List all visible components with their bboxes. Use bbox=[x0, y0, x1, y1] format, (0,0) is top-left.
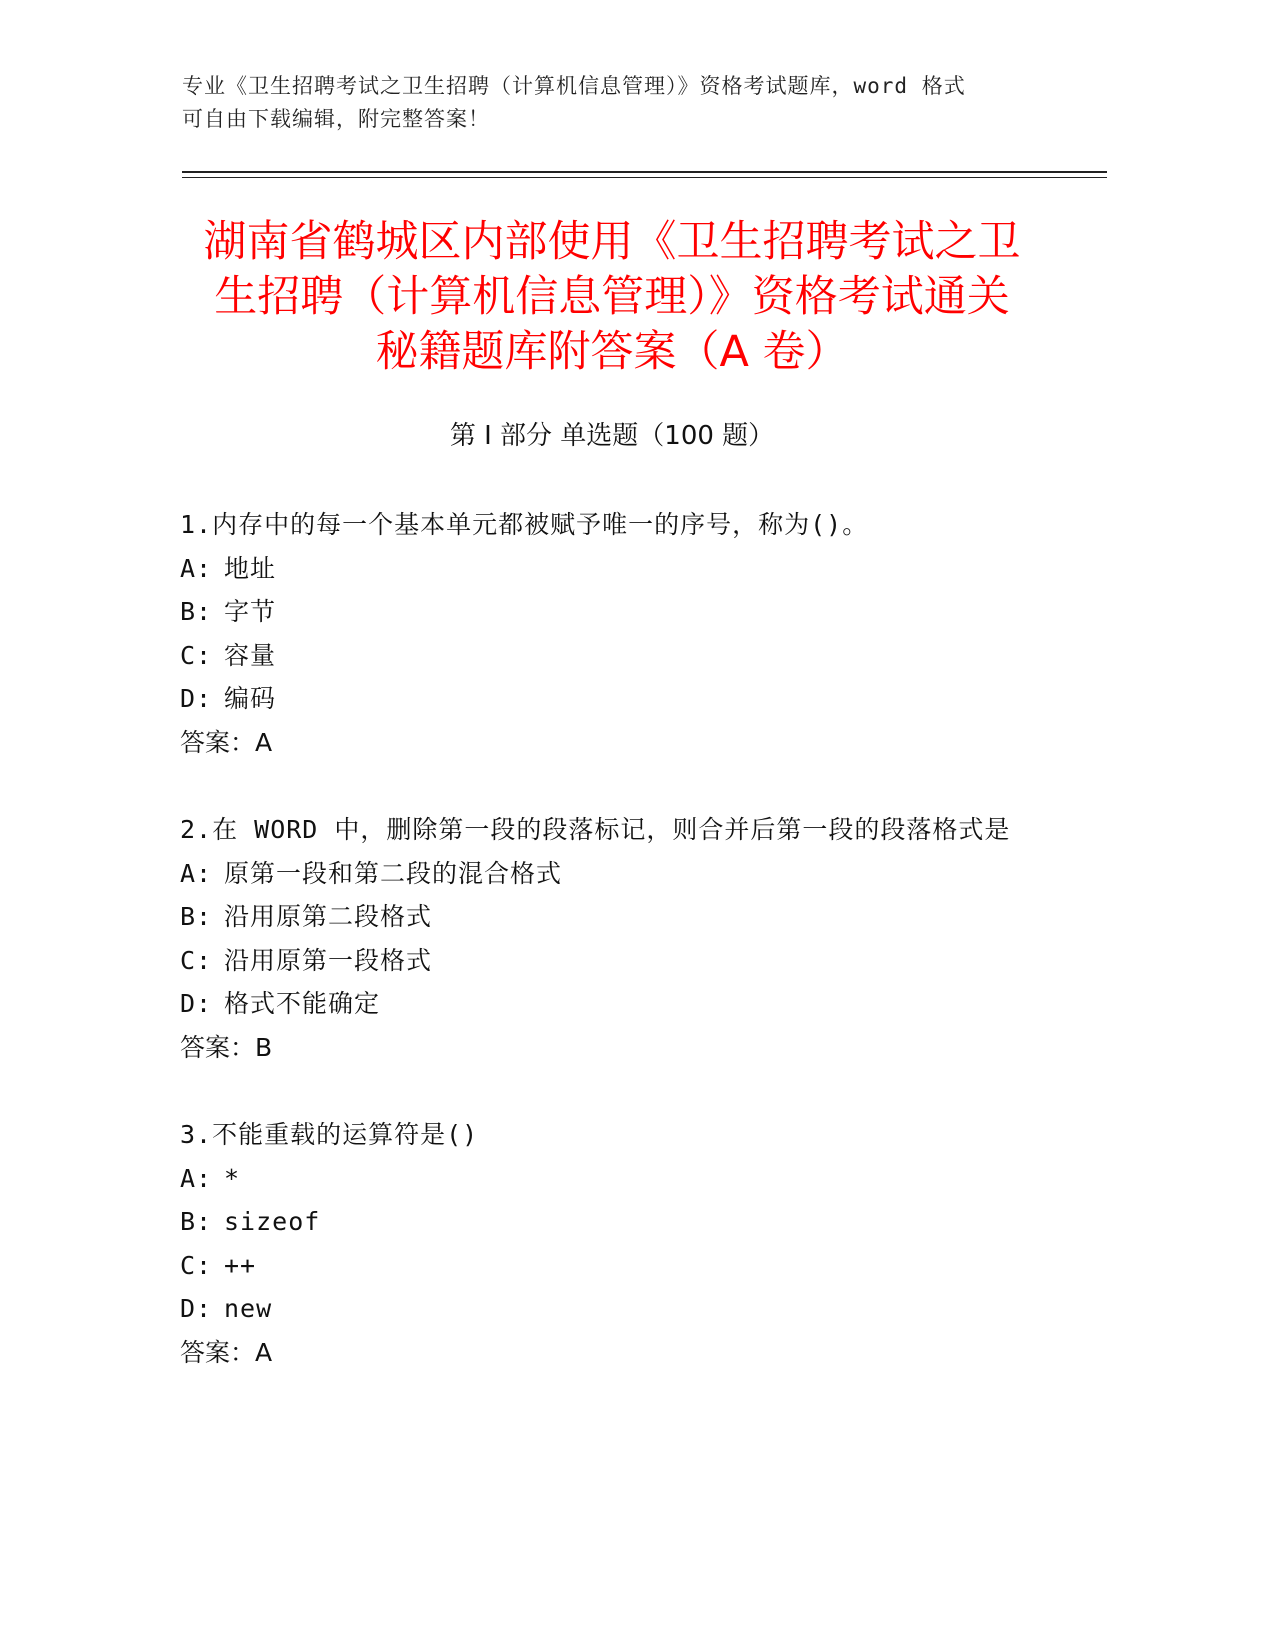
option-c bbox=[180, 634, 1080, 678]
option-letter: C: bbox=[180, 640, 213, 670]
question-stem: 3.不能重载的运算符是() bbox=[180, 1120, 479, 1149]
document-title bbox=[182, 215, 1042, 380]
option-letter: C: bbox=[180, 1250, 213, 1280]
option-letter: B: bbox=[180, 902, 213, 931]
section-title: 第 I 部分 单选题（100 题） bbox=[449, 421, 775, 451]
option-text: new bbox=[224, 1294, 273, 1323]
question-3 bbox=[180, 1113, 1080, 1374]
option-text: 原第一段和第二段的混合格式 bbox=[224, 858, 563, 888]
option-text: 沿用原第二段格式 bbox=[224, 902, 433, 931]
option-text: 沿用原第一段格式 bbox=[224, 945, 433, 975]
question-2 bbox=[180, 808, 1080, 1069]
option-c bbox=[180, 1244, 1080, 1288]
document-title-line-3: 秘籍题库附答案（A 卷） bbox=[375, 327, 849, 377]
answer-label: 答案：A bbox=[180, 1337, 273, 1367]
option-letter: D: bbox=[180, 1294, 213, 1323]
option-a bbox=[180, 852, 1080, 896]
option-text: 格式不能确定 bbox=[224, 989, 381, 1018]
option-text: sizeof bbox=[224, 1207, 321, 1236]
question-stem: 1.内存中的每一个基本单元都被赋予唯一的序号，称为()。 bbox=[180, 510, 869, 539]
option-letter: A: bbox=[180, 858, 213, 888]
option-text: 字节 bbox=[224, 597, 277, 626]
header-rule-thick bbox=[182, 171, 1107, 173]
option-letter: C: bbox=[180, 945, 213, 975]
option-d bbox=[180, 677, 1080, 721]
option-d bbox=[180, 982, 1080, 1026]
option-letter: A: bbox=[180, 553, 213, 583]
header-rule-thin bbox=[182, 177, 1107, 178]
option-a bbox=[180, 1157, 1080, 1201]
document-title-line-1: 湖南省鹤城区内部使用《卫生招聘考试之卫 bbox=[203, 217, 1021, 267]
answer-label: 答案：B bbox=[180, 1032, 273, 1062]
header-note-line-1: 专业《卫生招聘考试之卫生招聘（计算机信息管理）》资格考试题库，word 格式 bbox=[182, 74, 966, 98]
option-d bbox=[180, 1287, 1080, 1331]
option-letter: A: bbox=[180, 1163, 213, 1193]
header-note bbox=[182, 70, 1042, 136]
option-letter: B: bbox=[180, 597, 213, 626]
answer-label: 答案：A bbox=[180, 727, 273, 757]
option-letter: D: bbox=[180, 684, 213, 713]
option-text: ++ bbox=[224, 1250, 257, 1280]
option-letter: B: bbox=[180, 1207, 213, 1236]
option-b bbox=[180, 895, 1080, 939]
question-stem: 2.在 WORD 中，删除第一段的段落标记，则合并后第一段的段落格式是 bbox=[180, 815, 1011, 844]
option-text: * bbox=[224, 1163, 241, 1193]
question-1 bbox=[180, 503, 1080, 764]
document-title-line-2: 生招聘（计算机信息管理）》资格考试通关 bbox=[214, 272, 1010, 322]
option-text: 地址 bbox=[224, 553, 277, 583]
option-b bbox=[180, 590, 1080, 634]
option-text: 编码 bbox=[224, 684, 277, 713]
header-note-line-2: 可自由下载编辑，附完整答案！ bbox=[182, 107, 490, 131]
option-letter: D: bbox=[180, 989, 213, 1018]
option-a bbox=[180, 547, 1080, 591]
option-c bbox=[180, 939, 1080, 983]
option-b bbox=[180, 1200, 1080, 1244]
option-text: 容量 bbox=[224, 640, 277, 670]
